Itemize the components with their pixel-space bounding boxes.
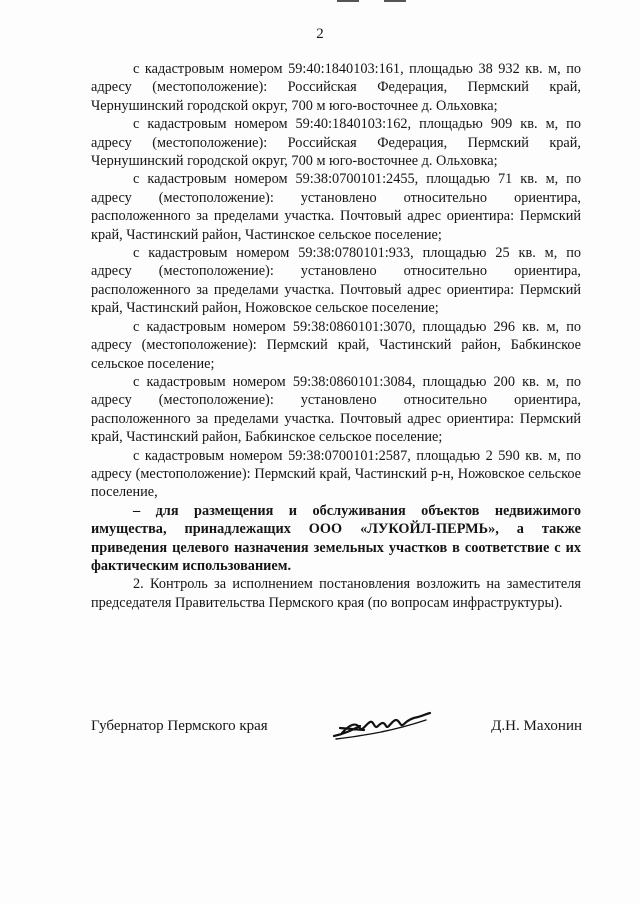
scan-mark xyxy=(384,0,406,2)
paragraph: с кадастровым номером 59:38:0700101:2587, площадью 2 590 кв. м, по адресу (местоположение): Пермский край, Частинский р-н, Ножовское сельское поселение, xyxy=(91,447,581,501)
paragraph: 2. Контроль за исполнением постановления возложить на заместителя председателя Правительства Пермского края (по вопросам инфраструктуры). xyxy=(91,576,581,611)
paragraph: с кадастровым номером 59:38:0860101:3070, площадью 296 кв. м, по адресу (местоположение): Пермский край, Частинский район, Бабкинское сельское поселение; xyxy=(91,318,581,372)
paragraph: с кадастровым номером 59:38:0700101:2455, площадью 71 кв. м, по адресу (местоположение): установлено относительно ориентира, расположенного за пределами участка. Почтовый адрес ориентира: Пермский край, Частинский район, Частинское сельское поселение; xyxy=(91,171,581,243)
paragraph: с кадастровым номером 59:40:1840103:162, площадью 909 кв. м, по адресу (местоположение): Российская Федерация, Пермский край, Чернушинский городской округ, 700 м юго-восточнее д. Ольховка; xyxy=(91,116,581,170)
page-number: 2 xyxy=(316,26,324,42)
paragraph: с кадастровым номером 59:38:0860101:3084, площадью 200 кв. м, по адресу (местоположение): установлено относительно ориентира, расположенного за пределами участка. Почтовый адрес ориентира: Пермский край, Частинский район, Бабкинское сельское поселение; xyxy=(91,373,581,446)
paragraph: с кадастровым номером 59:40:1840103:161, площадью 38 932 кв. м, по адресу (местоположение): Российская Федерация, Пермский край, Чернушинский городской округ, 700 м юго-восточнее д. Ольховка; xyxy=(91,61,581,114)
scan-mark xyxy=(337,0,359,2)
handwritten-signature xyxy=(330,708,440,744)
document-body xyxy=(91,60,581,612)
paragraph: – для размещения и обслуживания объектов недвижимого имущества, принадлежащих ООО «ЛУКОЙЛ-ПЕРМЬ», а также приведения целевого назначения земельных участков в соответствие с их фактическим использованием. xyxy=(91,502,581,574)
signer-name: Д.Н. Махонин xyxy=(491,718,582,734)
signer-position: Губернатор Пермского края xyxy=(91,718,268,734)
paragraph: с кадастровым номером 59:38:0780101:933, площадью 25 кв. м, по адресу (местоположение): установлено относительно ориентира, расположенного за пределами участка. Почтовый адрес ориентира: Пермский край, Частинский район, Ножовское сельское поселение; xyxy=(91,245,581,317)
